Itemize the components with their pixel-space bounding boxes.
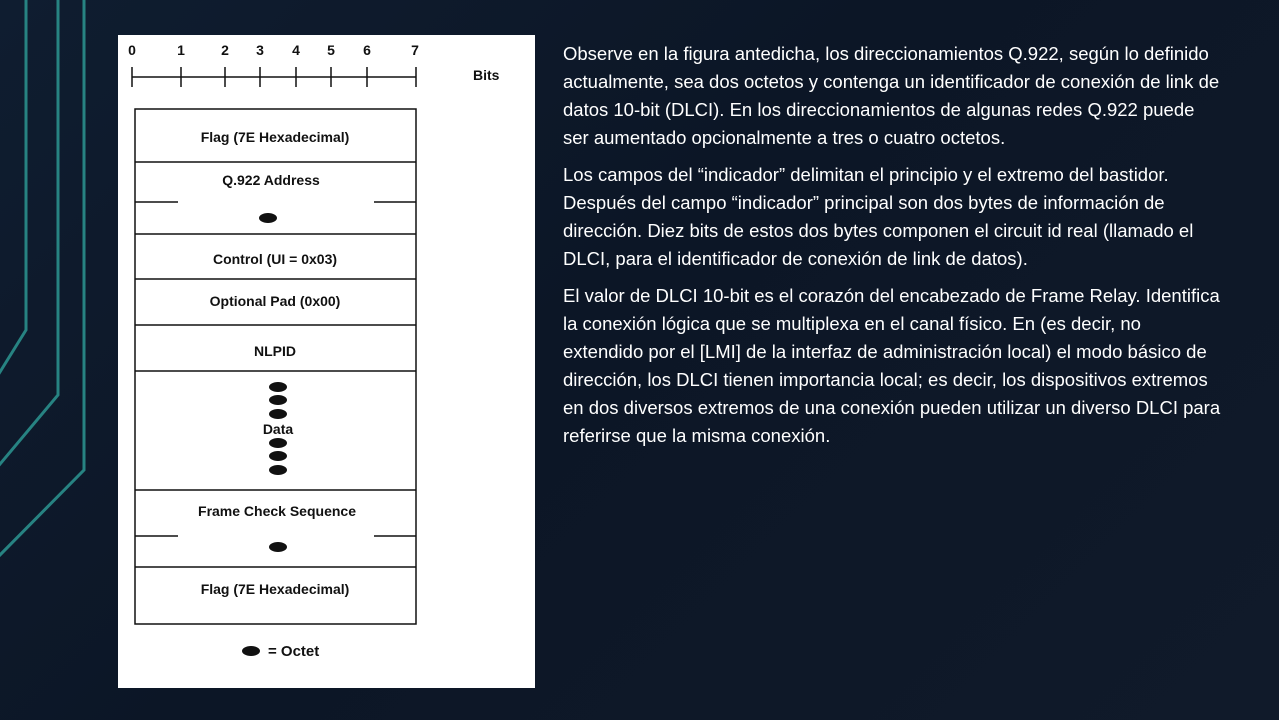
bit-scale — [132, 67, 416, 87]
field-control: Control (UI = 0x03) — [212, 251, 338, 267]
octet-dot — [269, 409, 287, 419]
bits-label: Bits — [473, 67, 500, 83]
field-address: Q.922 Address — [222, 172, 320, 188]
field-flag-top: Flag (7E Hexadecimal) — [200, 129, 350, 145]
bit-number: 2 — [221, 42, 229, 58]
octet-dot — [269, 395, 287, 405]
frame-format-diagram — [118, 35, 535, 688]
octet-dot — [269, 451, 287, 461]
bit-number: 7 — [411, 42, 419, 58]
field-flag-bottom: Flag (7E Hexadecimal) — [200, 581, 350, 597]
bit-number: 1 — [177, 42, 185, 58]
octet-dot — [269, 465, 287, 475]
legend-octet-label: = Octet — [268, 643, 320, 660]
octet-dot — [259, 213, 277, 223]
frame-relay-format-figure — [118, 35, 535, 688]
explanation-text — [563, 40, 1223, 459]
octet-dot — [269, 438, 287, 448]
legend-octet-dot — [242, 646, 260, 656]
field-data: Data — [262, 421, 294, 437]
bit-number: 3 — [256, 42, 264, 58]
field-nlpid: NLPID — [254, 343, 296, 359]
bit-number: 4 — [292, 42, 300, 58]
field-fcs: Frame Check Sequence — [198, 503, 356, 519]
paragraph: Los campos del “indicador” delimitan el principio y el extremo del bastidor. Después del campo “indicador” principal son dos bytes de información de dirección. Diez bits de estos dos bytes componen el circuit id real (llamado el DLCI, para el identificador de conexión de link de datos). — [563, 164, 1194, 269]
field-pad: Optional Pad (0x00) — [209, 293, 341, 309]
paragraph: El valor de DLCI 10-bit es el corazón del encabezado de Frame Relay. Identifica la conexión lógica que se multiplexa en el canal físico. En (es decir, no extendido por el [LMI] de la interfaz de administración local) el modo básico de dirección, los DLCI tienen importancia local; es decir, los dispositivos extremos en dos diversos extremos de una conexión pueden utilizar un diverso DLCI para referirse que la misma conexión. — [563, 285, 1221, 446]
paragraph: Observe en la figura antedicha, los direccionamientos Q.922, según lo definido actualmente, sea dos octetos y contenga un identificador de conexión de link de datos 10-bit (DLCI). En los direccionamientos de algunas redes Q.922 puede ser aumentado opcionalmente a tres o cuatro octetos. — [563, 43, 1220, 148]
bit-number: 0 — [128, 42, 136, 58]
bit-number: 5 — [327, 42, 335, 58]
bit-number: 6 — [363, 42, 371, 58]
octet-dot — [269, 542, 287, 552]
octet-dot — [269, 382, 287, 392]
